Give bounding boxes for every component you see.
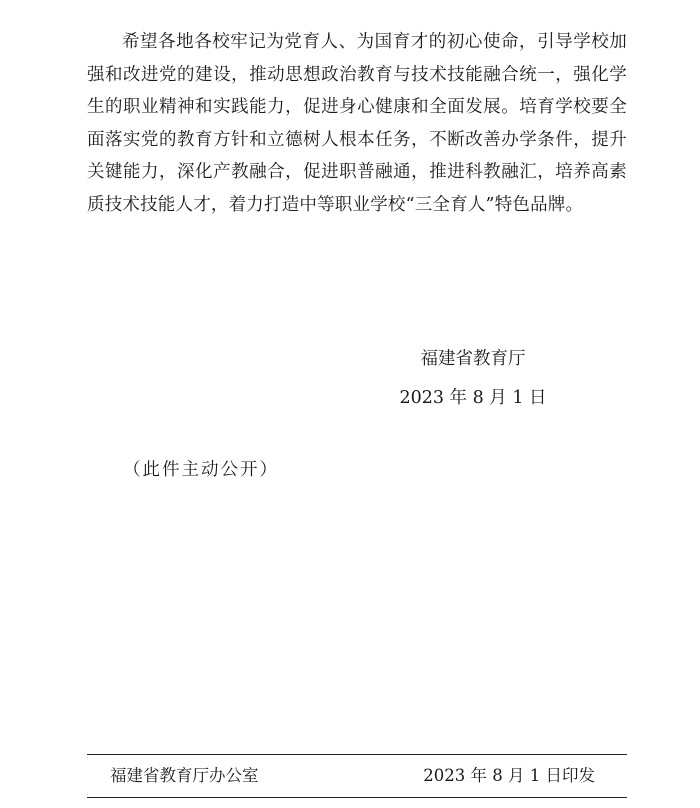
footer-top-divider [87, 754, 627, 755]
footer-bottom-divider [87, 797, 627, 798]
issuer-signature: 福建省教育厅 [420, 349, 526, 369]
footer-office: 福建省教育厅办公室 [110, 766, 259, 785]
footer-print-date: 2023 年 8 月 1 日印发 [423, 766, 595, 785]
body-paragraph: 希望各地各校牢记为党育人、为国育才的初心使命，引导学校加强和改进党的建设，推动思想政治教育与技术技能融合统一，强化学生的职业精神和实践能力，促进身心健康和全面发展。培育学校要全面落实党的教育方针和立德树人根本任务，不断改善办学条件，提升关键能力，深化产教融合，促进职普融通，推进科教融汇，培养高素质技术技能人才，着力打造中等职业学校“三全育人”特色品牌。 [87, 32, 627, 215]
disclosure-note: （此件主动公开） [123, 460, 279, 480]
issue-date: 2023 年 8 月 1 日 [399, 388, 547, 408]
